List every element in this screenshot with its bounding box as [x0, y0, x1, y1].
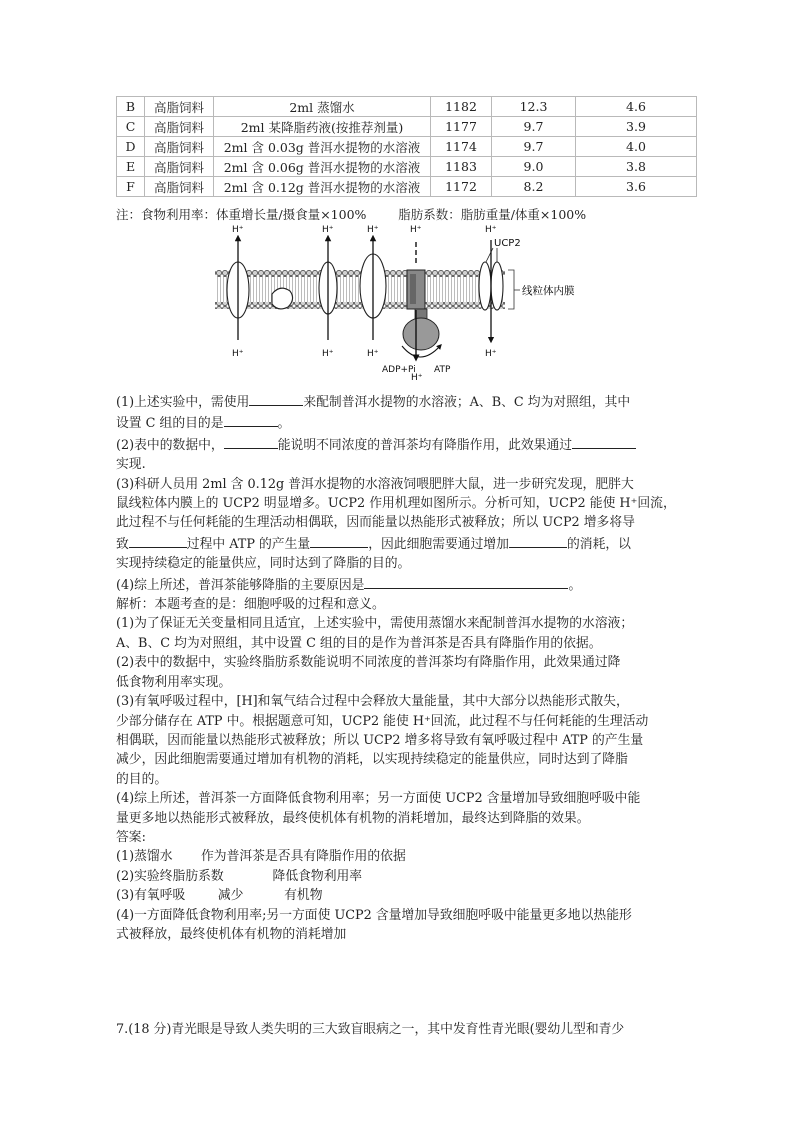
h-plus-atp-synthase: H⁺ [411, 373, 423, 383]
answer-blank-6[interactable] [310, 533, 368, 548]
analysis-heading: 解析：本题考查的是：细胞呼吸的过程和意义。 [116, 597, 385, 613]
table-row [117, 117, 697, 137]
table-cell: 高脂饲料 [145, 177, 214, 197]
adp-pi-label: ADP+Pi [382, 365, 416, 375]
h-plus-bottom-3: H⁺ [367, 349, 379, 359]
h-plus-bottom-2: H⁺ [322, 349, 334, 359]
table-cell: C [117, 117, 145, 137]
table-cell: 高脂饲料 [145, 97, 214, 117]
table-cell: 高脂饲料 [145, 157, 214, 177]
answer-blank-3[interactable] [224, 434, 278, 449]
table-cell: 9.0 [492, 157, 576, 177]
table-cell: E [117, 157, 145, 177]
table-cell: 2ml 含 0.06g 普洱水提物的水溶液 [214, 157, 431, 177]
table-cell: 1177 [431, 117, 492, 137]
answers-heading: 答案: [116, 829, 146, 845]
table-cell: F [117, 177, 145, 197]
h-plus-top-1: H⁺ [232, 225, 244, 235]
analysis-3-line-2: 少部分储存在 ATP 中。根据题意可知，UCP2 能使 H⁺回流，此过程不与任何耗能的生理活动 [116, 713, 649, 729]
table-note: 注：食物利用率：体重增长量/摄食量×100% 脂肪系数：脂肪重量/体重×100% [116, 207, 587, 222]
answer-blank-8[interactable] [364, 574, 568, 589]
question-2-line-1: (2)表中的数据中， 能说明不同浓度的普洱茶均有降脂作用，此效果通过 [116, 434, 686, 455]
answer-blank-7[interactable] [509, 533, 567, 548]
analysis-3-line-1: (3)有氧呼吸过程中，[H]和氧气结合过程中会释放大量能量，其中大部分以热能形式散失， [116, 694, 629, 710]
peripheral-protein [272, 288, 293, 309]
ucp2-mechanism-diagram [210, 222, 590, 387]
question-3-line-2: 鼠线粒体内膜上的 UCP2 明显增多。UCP2 作用机理如图所示。分析可知，UCP2 能使 H⁺回流， [116, 496, 676, 512]
h-plus-top-5: H⁺ [485, 225, 497, 235]
table-cell: 3.9 [576, 117, 697, 137]
answer-1: (1)蒸馏水 作为普洱茶是否具有降脂作用的依据 [116, 849, 406, 865]
atp-label: ATP [434, 365, 451, 375]
table-cell: 3.8 [576, 157, 697, 177]
table-cell: 1183 [431, 157, 492, 177]
membrane-label: 线粒体内膜 [522, 285, 575, 297]
question-and-solution [116, 391, 686, 944]
table-cell: 2ml 含 0.03g 普洱水提物的水溶液 [214, 137, 431, 157]
answer-blank-5[interactable] [129, 533, 187, 548]
answer-blank-2[interactable] [224, 412, 278, 427]
analysis-1-line-1: (1)为了保证无关变量相同且适宜，上述实验中，需使用蒸馏水来配制普洱水提物的水溶液； [116, 616, 634, 632]
table-cell: 4.6 [576, 97, 697, 117]
analysis-4-line-1: (4)综上所述，普洱茶一方面降低食物利用率；另一方面使 UCP2 含量增加导致细胞呼吸中能 [116, 791, 641, 807]
table-cell: 1174 [431, 137, 492, 157]
table-cell: 9.7 [492, 117, 576, 137]
table-row [117, 137, 697, 157]
answer-3: (3)有氧呼吸 减少 有机物 [116, 888, 323, 904]
answer-4-line-2: 式被释放，最终使机体有机物的消耗增加 [116, 926, 347, 942]
table-cell: 9.7 [492, 137, 576, 157]
table-cell: 1182 [431, 97, 492, 117]
question-3-line-3: 此过程不与任何耗能的生理活动相偶联，因而能量以热能形式被释放；所以 UCP2 增多将导 [116, 515, 635, 531]
h-plus-top-2: H⁺ [322, 225, 334, 235]
table-row [117, 97, 697, 117]
analysis-3-line-4: 减少，因此细胞需要通过增加有机物的消耗，以实现持续稳定的能量供应，同时达到了降脂 [116, 752, 628, 768]
table-cell: 2ml 含 0.12g 普洱水提物的水溶液 [214, 177, 431, 197]
table-cell: 高脂饲料 [145, 137, 214, 157]
experiment-data-table [116, 96, 697, 197]
question-1-line-1: (1)上述实验中，需使用 来配制普洱水提物的水溶液；A、B、C 均为对照组，其中 [116, 391, 686, 412]
h-plus-top-3: H⁺ [367, 225, 379, 235]
ucp2-protein-right [491, 262, 503, 310]
h-plus-top-4: H⁺ [410, 225, 422, 235]
analysis-2-line-1: (2)表中的数据中，实验终脂肪系数能说明不同浓度的普洱茶均有降脂作用，此效果通过降 [116, 655, 621, 671]
answer-2: (2)实验终脂肪系数 降低食物利用率 [116, 868, 363, 884]
analysis-2-line-2: 低食物利用率实现。 [116, 674, 232, 690]
analysis-1-line-2: A、B、C 均为对照组，其中设置 C 组的目的是作为普洱茶是否具有降脂作用的依据。 [116, 635, 602, 651]
ucp2-protein-left [479, 262, 491, 310]
table-cell: 1172 [431, 177, 492, 197]
analysis-4-line-2: 量更多地以热能形式被释放，最终使机体有机物的消耗增加，最终达到降脂的效果。 [116, 810, 590, 826]
analysis-3-line-5: 的目的。 [116, 771, 168, 787]
table-cell: 4.0 [576, 137, 697, 157]
question-3-line-4: 致 过程中 ATP 的产生量 ，因此细胞需要通过增加 的消耗，以 [116, 533, 686, 554]
table-cell: 3.6 [576, 177, 697, 197]
question-7-start: 7.(18 分)青光眼是导致人类失明的三大致盲眼病之一，其中发育性青光眼(婴幼儿型和青少 [116, 1022, 625, 1037]
ucp2-pointer-left [486, 248, 493, 262]
table-row [117, 157, 697, 177]
table-row [117, 177, 697, 197]
h-plus-bottom-5: H⁺ [485, 349, 497, 359]
table-cell: 高脂饲料 [145, 117, 214, 137]
answer-blank-4[interactable] [572, 434, 636, 449]
answer-blank-1[interactable] [249, 391, 303, 406]
ucp2-label: UCP2 [494, 238, 521, 249]
question-1-line-2: 设置 C 组的目的是 。 [116, 412, 686, 433]
membrane-bracket [508, 270, 514, 309]
question-3-line-5: 实现持续稳定的能量供应，同时达到了降脂的目的。 [116, 556, 411, 572]
analysis-3-line-3: 相偶联，因而能量以热能形式被释放；所以 UCP2 增多将导致有氧呼吸过程中 ATP 的产生量 [116, 732, 644, 748]
table-cell: 8.2 [492, 177, 576, 197]
table-cell: D [117, 137, 145, 157]
question-2-line-2: 实现. [116, 457, 146, 473]
table-cell: 12.3 [492, 97, 576, 117]
table-cell: 2ml 某降脂药液(按推荐剂量) [214, 117, 431, 137]
table-cell: B [117, 97, 145, 117]
h-plus-bottom-1: H⁺ [232, 349, 244, 359]
question-3-line-1: (3)科研人员用 2ml 含 0.12g 普洱水提物的水溶液饲喂肥胖大鼠，进一步研究发现，肥胖大 [116, 476, 634, 492]
table-cell: 2ml 蒸馏水 [214, 97, 431, 117]
answer-4-line-1: (4)一方面降低食物利用率;另一方面使 UCP2 含量增加导致细胞呼吸中能量更多地以热能形 [116, 907, 632, 923]
question-4: (4)综上所述，普洱茶能够降脂的主要原因是 。 [116, 574, 686, 595]
